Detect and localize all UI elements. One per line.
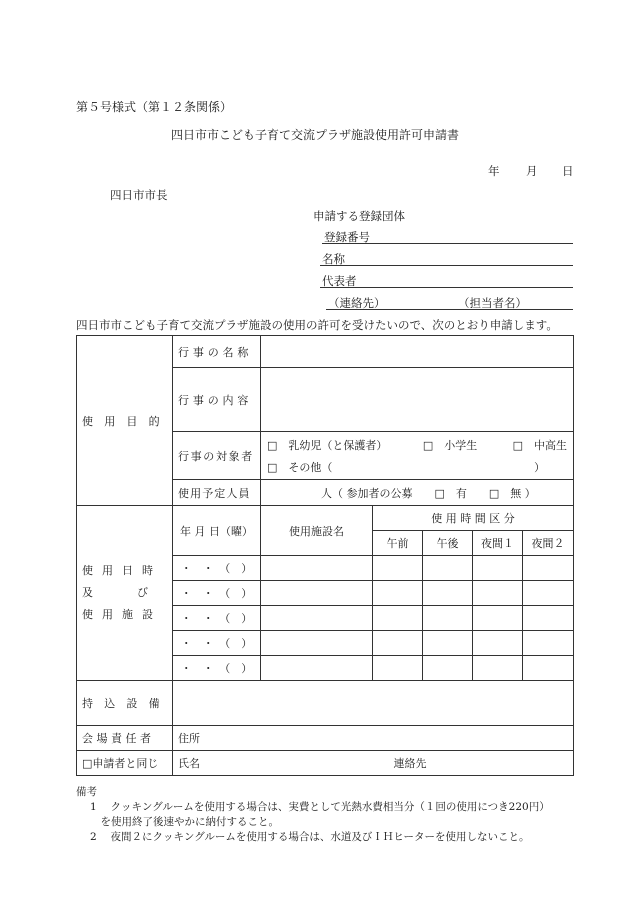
notes-heading: 備考 xyxy=(76,786,97,798)
manager-label: 会 場 責 任 者 xyxy=(77,726,173,751)
slot-cell-morning[interactable] xyxy=(373,556,423,581)
slot-cell-night1[interactable] xyxy=(473,631,523,656)
manager-contact-label: 連絡先 xyxy=(393,757,427,770)
person-in-charge-label: （担当者名） xyxy=(458,296,527,310)
schedule-facility-cell[interactable] xyxy=(261,581,373,606)
schedule-date-cell[interactable]: ・ ・ （ ） xyxy=(173,656,261,681)
representative-label: 代表者 xyxy=(322,274,357,288)
slot-cell-night2[interactable] xyxy=(523,656,574,681)
slot-cell-morning[interactable] xyxy=(373,581,423,606)
schedule-date-cell[interactable]: ・ ・ （ ） xyxy=(173,581,261,606)
schedule-label-line3: 使 用 施 設 xyxy=(82,608,156,621)
target-other-close: ） xyxy=(534,460,546,474)
date-column-header: 年 月 日（曜） xyxy=(173,506,261,556)
slot-cell-night2[interactable] xyxy=(523,606,574,631)
intro-text: 四日市市こども子育て交流プラザ施設の使用の許可を受けたいので、次のとおり申請します。 xyxy=(76,318,558,332)
target-options xyxy=(261,432,574,480)
schedule-date-cell[interactable]: ・ ・ （ ） xyxy=(173,556,261,581)
slot-cell-afternoon[interactable] xyxy=(423,556,473,581)
schedule-label xyxy=(77,506,173,681)
name-label: 名称 xyxy=(322,252,345,266)
schedule-facility-cell[interactable] xyxy=(261,606,373,631)
equipment-label: 持 込 設 備 xyxy=(77,681,173,726)
time-slot-header: 使 用 時 間 区 分 xyxy=(373,506,574,531)
slot-header-night1: 夜間１ xyxy=(473,531,523,556)
schedule-date-cell[interactable]: ・ ・ （ ） xyxy=(173,631,261,656)
slot-cell-afternoon[interactable] xyxy=(423,656,473,681)
slot-cell-afternoon[interactable] xyxy=(423,581,473,606)
note-item: 2 夜間２にクッキングルームを使用する場合は、水道及びＩＨヒーターを使用しないこと。 xyxy=(90,831,530,843)
slot-cell-afternoon[interactable] xyxy=(423,631,473,656)
slot-cell-morning[interactable] xyxy=(373,606,423,631)
facility-column-header: 使用施設名 xyxy=(261,506,373,556)
form-number: 第５号様式（第１２条関係） xyxy=(76,100,233,114)
registration-number-field[interactable] xyxy=(322,243,573,244)
date-year-label: 年 xyxy=(488,164,500,178)
slot-cell-night2[interactable] xyxy=(523,556,574,581)
schedule-facility-cell[interactable] xyxy=(261,631,373,656)
slot-header-morning: 午前 xyxy=(373,531,423,556)
representative-field[interactable] xyxy=(320,287,573,288)
expected-people-field[interactable]: 人（ 参加者の公募 □ 有 □ 無 ） xyxy=(261,480,574,506)
target-label: 行事の対象者 xyxy=(173,432,261,480)
equipment-field[interactable] xyxy=(173,681,574,726)
expected-people-label: 使用予定人員 xyxy=(173,480,261,506)
slot-header-afternoon: 午後 xyxy=(423,531,473,556)
contact-label: （連絡先） xyxy=(328,296,386,310)
schedule-label-line2: 及 び xyxy=(82,586,148,599)
slot-cell-night1[interactable] xyxy=(473,656,523,681)
application-table xyxy=(76,335,574,776)
event-content-field[interactable] xyxy=(261,368,574,432)
event-content-label: 行事の内容 xyxy=(173,368,261,432)
slot-cell-night1[interactable] xyxy=(473,606,523,631)
slot-cell-morning[interactable] xyxy=(373,656,423,681)
target-infant-checkbox[interactable]: □ 乳幼児（と保護者） xyxy=(267,438,388,452)
purpose-label: 使 用 目 的 xyxy=(77,336,173,506)
note-item: を使用終了後速やかに納付すること。 xyxy=(90,816,279,828)
name-field[interactable] xyxy=(320,265,573,266)
slot-cell-night1[interactable] xyxy=(473,556,523,581)
event-name-field[interactable] xyxy=(261,336,574,368)
target-other-checkbox[interactable]: □ その他（ xyxy=(267,460,333,474)
target-elementary-checkbox[interactable]: □ 小学生 xyxy=(422,438,478,452)
date-day-label: 日 xyxy=(562,164,574,178)
manager-name-field[interactable] xyxy=(173,751,574,776)
notes-section xyxy=(76,785,550,845)
note-item: 1 クッキングルームを使用する場合は、実費として光熱水費相当分（１回の使用につき220円） xyxy=(90,801,550,813)
addressee: 四日市市長 xyxy=(110,188,168,202)
same-as-applicant-checkbox[interactable]: □申請者と同じ xyxy=(77,751,173,776)
manager-name-label: 氏名 xyxy=(178,757,200,770)
schedule-label-line1: 使 用 日 時 xyxy=(82,564,156,577)
page-title: 四日市市こども子育て交流プラザ施設使用許可申請書 xyxy=(170,128,459,142)
slot-cell-night1[interactable] xyxy=(473,581,523,606)
applicant-heading: 申請する登録団体 xyxy=(313,209,405,223)
date-month-label: 月 xyxy=(526,164,538,178)
schedule-facility-cell[interactable] xyxy=(261,656,373,681)
registration-number-label: 登録番号 xyxy=(324,230,370,244)
slot-cell-morning[interactable] xyxy=(373,631,423,656)
slot-cell-night2[interactable] xyxy=(523,631,574,656)
schedule-date-cell[interactable]: ・ ・ （ ） xyxy=(173,606,261,631)
schedule-facility-cell[interactable] xyxy=(261,556,373,581)
event-name-label: 行事の名称 xyxy=(173,336,261,368)
contact-field[interactable] xyxy=(326,309,573,310)
slot-cell-afternoon[interactable] xyxy=(423,606,473,631)
manager-address-field[interactable] xyxy=(173,726,574,751)
slot-cell-night2[interactable] xyxy=(523,581,574,606)
slot-header-night2: 夜間２ xyxy=(523,531,574,556)
manager-address-label: 住所 xyxy=(178,732,200,745)
target-secondary-checkbox[interactable]: □ 中高生 xyxy=(512,438,568,452)
